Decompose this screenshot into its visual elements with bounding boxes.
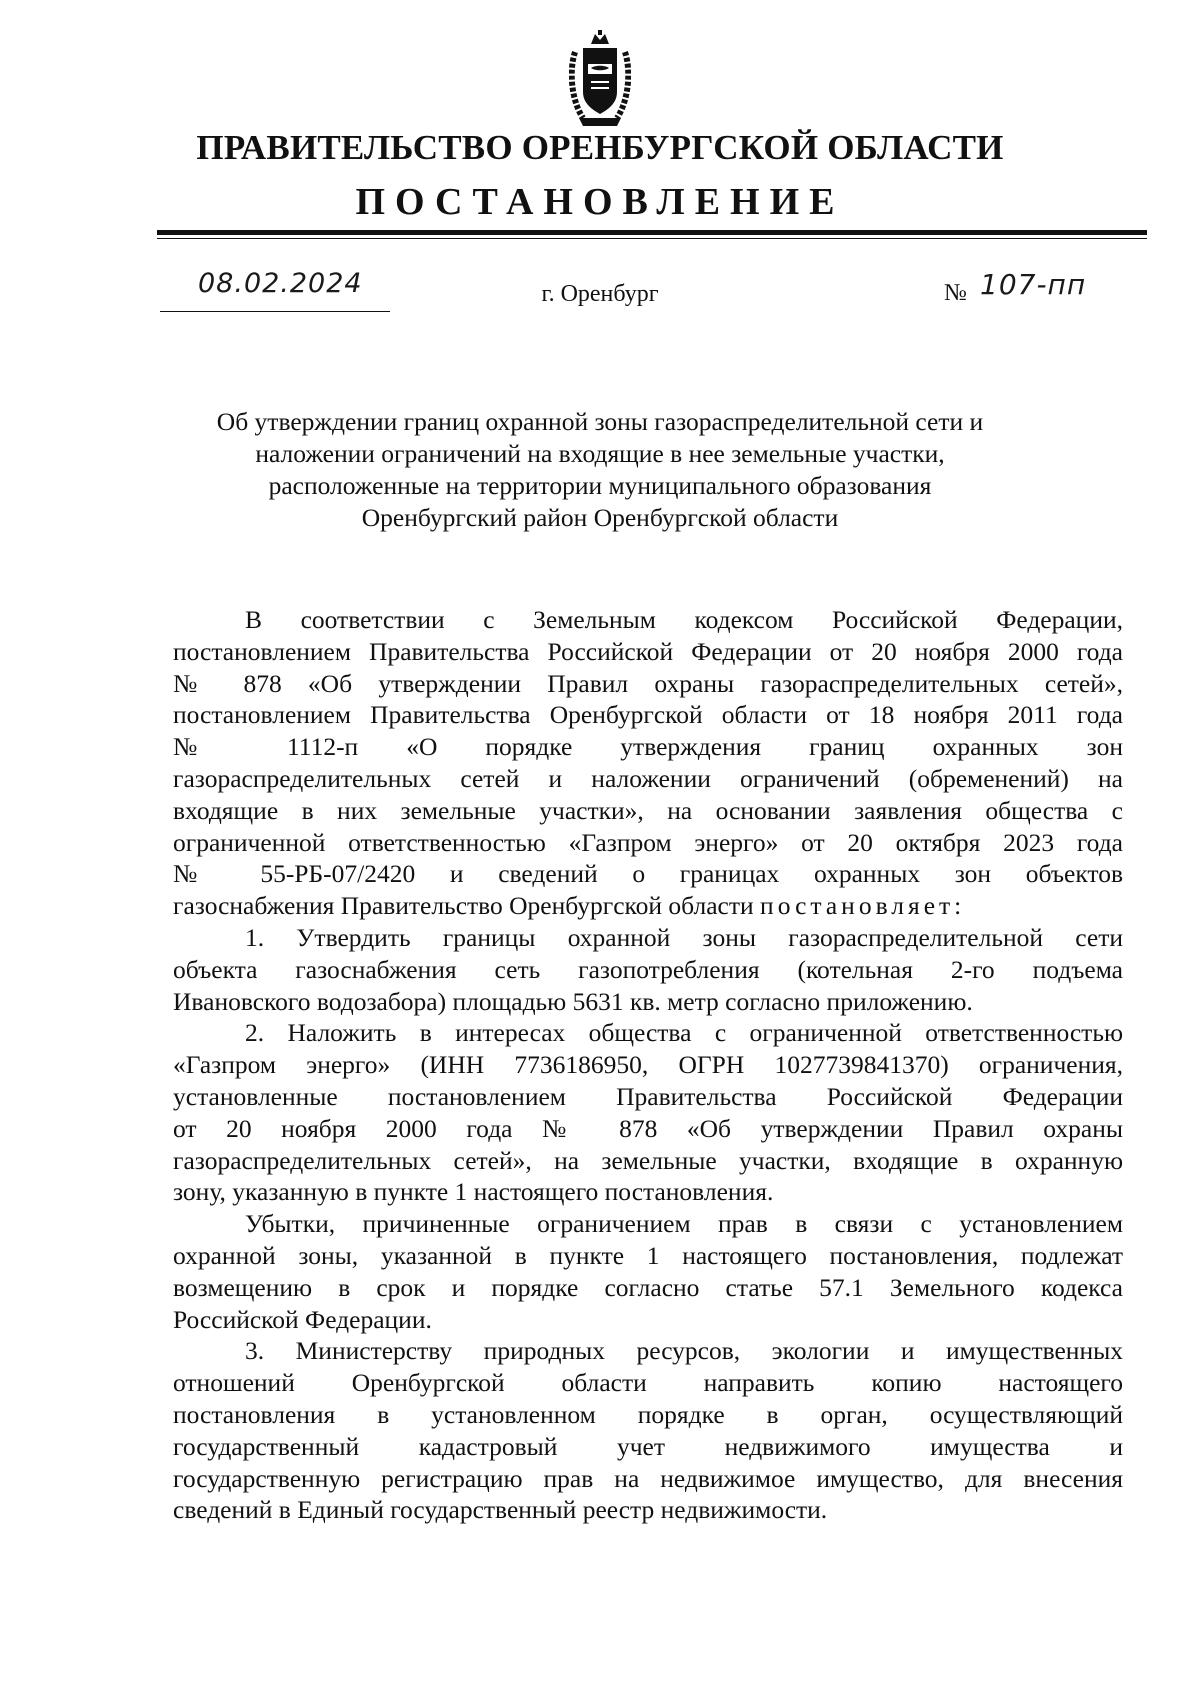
document-city: г. Оренбург [541, 281, 659, 307]
document-type-title: ПОСТАНОВЛЕНИЕ [355, 181, 845, 223]
body-line: 1. Утвердить границы охранной зоны газораспределительной сети [245, 922, 1123, 952]
body-line: отношений Оренбургской области направить копию настоящего [173, 1368, 1123, 1398]
body-line: от 20 ноября 2000 года № 878 «Об утверждении Правил охраны [173, 1113, 1123, 1143]
body-line: № 1112-п «О порядке утверждения границ охранных зон [173, 732, 1123, 762]
subject-line: наложении ограничений на входящие в нее земельные участки, [255, 439, 945, 468]
document-date: 08.02.2024 [198, 268, 363, 299]
government-title: ПРАВИТЕЛЬСТВО ОРЕНБУРГСКОЙ ОБЛАСТИ [196, 128, 1004, 167]
body-line: постановления в установленном порядке в орган, осуществляющий [173, 1399, 1123, 1429]
document-subject [0, 406, 1200, 534]
coat-of-arms-emblem [569, 30, 631, 126]
subject-line: Оренбургский район Оренбургской области [361, 503, 839, 532]
number-label: № [944, 280, 967, 306]
header-divider-thin [157, 238, 1147, 239]
body-line: постановлением Правительства Российской Федерации от 20 ноября 2000 года [173, 636, 1123, 666]
body-line: «Газпром энерго» (ИНН 7736186950, ОГРН 1027739841370) ограничения, [173, 1050, 1123, 1080]
document-number: 107-пп [980, 268, 1087, 301]
body-line: установленные постановлением Правительства Российской Федерации [173, 1081, 1123, 1111]
body-line: возмещению в срок и порядке согласно статье 57.1 Земельного кодекса [173, 1272, 1123, 1302]
document-body [173, 604, 1123, 1526]
body-line: зону, указанную в пункте 1 настоящего постановления. [173, 1177, 774, 1207]
body-line [173, 890, 1123, 922]
body-line: № 878 «Об утверждении Правил охраны газораспределительных сетей», [173, 668, 1123, 698]
body-line: сведений в Единый государственный реестр недвижимости. [173, 1495, 828, 1525]
header-divider [157, 230, 1147, 235]
preamble-end: газоснабжения Правительство Оренбургской области [173, 891, 754, 921]
body-line: постановлением Правительства Оренбургской области от 18 ноября 2011 года [173, 700, 1123, 730]
body-line: государственный кадастровый учет недвижимого имущества и [173, 1431, 1123, 1461]
body-line: 2. Наложить в интересах общества с ограниченной ответственностью [245, 1018, 1123, 1048]
body-line: газораспределительных сетей и наложении ограничений (обременений) на [173, 763, 1123, 793]
body-line: Убытки, причиненные ограничением прав в связи с установлением [245, 1209, 1123, 1239]
subject-line: Об утверждении границ охранной зоны газораспределительной сети и [216, 407, 984, 436]
body-line: № 55-РБ-07/2420 и сведений о границах охранных зон объектов [173, 859, 1123, 889]
body-line: государственную регистрацию прав на недвижимое имущество, для внесения [173, 1463, 1123, 1493]
body-line: объекта газоснабжения сеть газопотребления (котельная 2-го подъема [173, 954, 1123, 984]
body-line: В соответствии с Земельным кодексом Российской Федерации, [245, 605, 1123, 634]
body-line: Российской Федерации. [173, 1304, 432, 1334]
body-line: ограниченной ответственностью «Газпром энерго» от 20 октября 2023 года [173, 827, 1123, 857]
body-line: охранной зоны, указанной в пункте 1 настоящего постановления, подлежат [173, 1240, 1123, 1270]
body-line: газораспределительных сетей», на земельные участки, входящие в охранную [173, 1145, 1123, 1175]
body-line: Ивановского водозабора) площадью 5631 кв. метр согласно приложению. [173, 986, 973, 1016]
body-line: 3. Министерству природных ресурсов, экологии и имущественных [245, 1336, 1123, 1366]
decree-word: постановляет: [760, 891, 966, 921]
body-line: входящие в них земельные участки», на основании заявления общества с [173, 795, 1123, 825]
subject-line: расположенные на территории муниципального образования [268, 471, 932, 500]
